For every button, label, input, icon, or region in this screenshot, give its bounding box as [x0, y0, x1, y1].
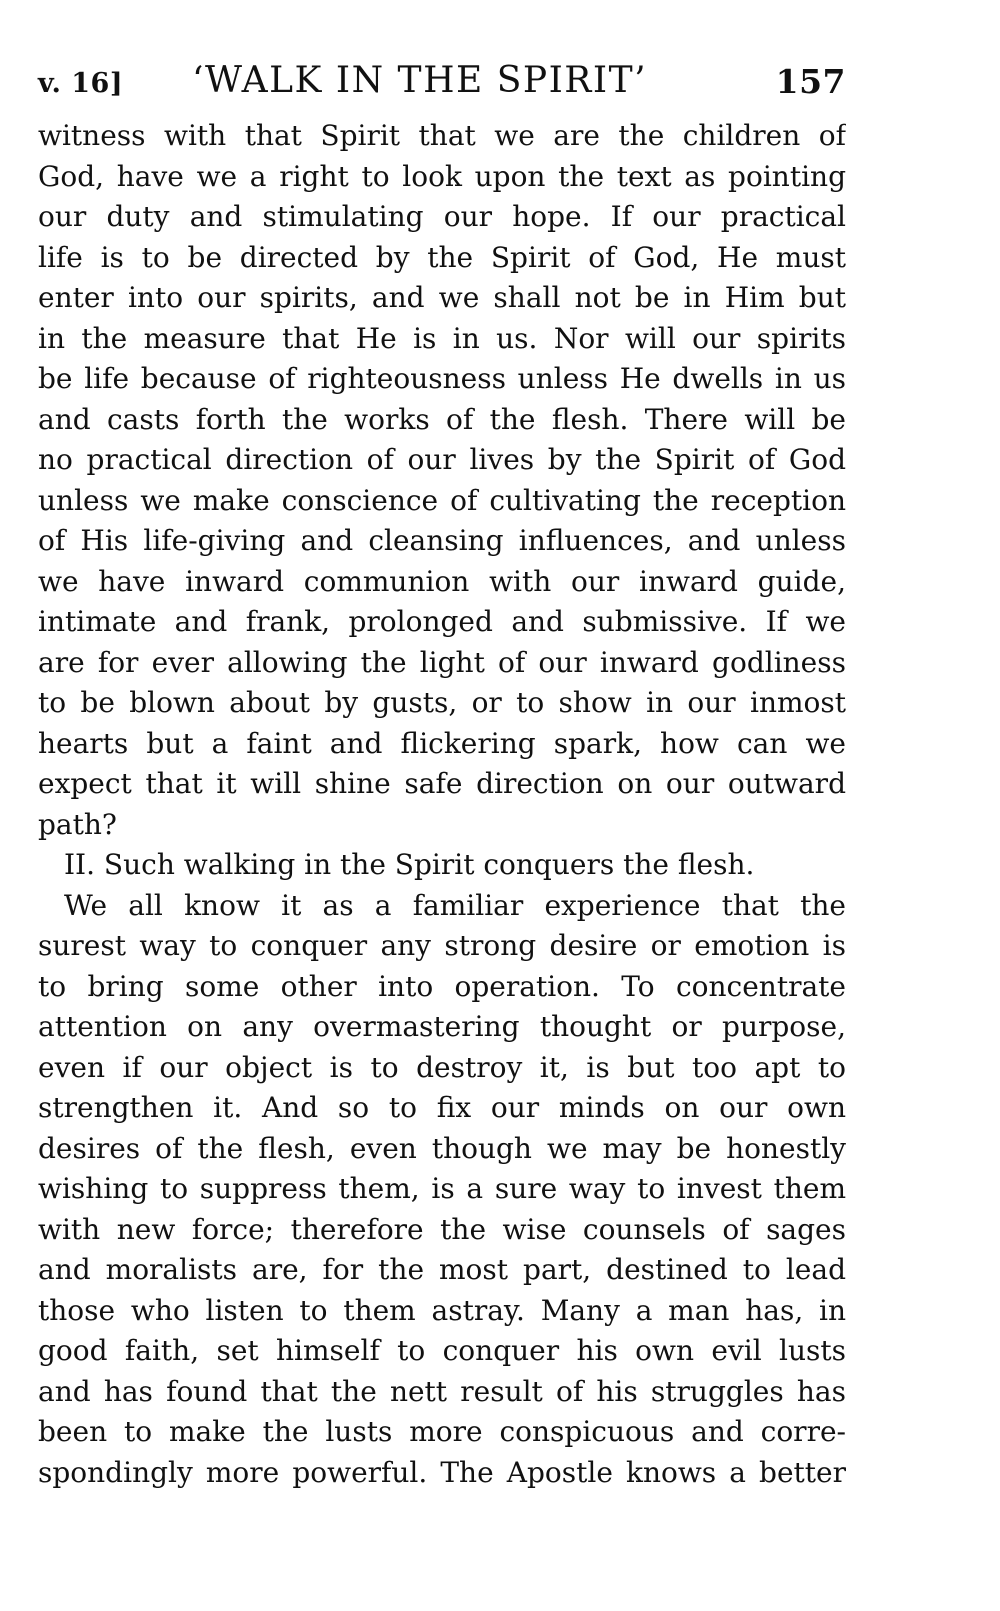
text-line: no practical direction of our lives by the Spirit of God: [38, 443, 846, 476]
text-line: to be blown about by gusts, or to show in our inmost: [38, 686, 846, 719]
text-line: even if our object is to destroy it, is but too apt to: [38, 1050, 846, 1084]
text-line: been to make the lusts more conspicuous and corre-: [38, 1415, 846, 1448]
running-head: [38, 60, 846, 106]
text-line: wishing to suppress them, is a sure way to invest them: [38, 1172, 846, 1205]
text-line: in the measure that He is in us. Nor will our spirits: [38, 321, 846, 355]
text-line: expect that it will shine safe direction on our outward: [38, 767, 846, 800]
body-text: [38, 116, 846, 1493]
text-line: God, have we a right to look upon the text as pointing: [38, 159, 846, 193]
text-line: attention on any overmastering thought or purpose,: [38, 1010, 846, 1043]
text-line: with new force; therefore the wise counsels of sages: [38, 1212, 846, 1246]
text-line: to bring some other into operation. To concentrate: [38, 969, 846, 1003]
text-line: strengthen it. And so to fix our minds on our own: [38, 1091, 846, 1124]
text-line: surest way to conquer any strong desire or emotion is: [38, 929, 846, 962]
text-line: intimate and frank, prolonged and submissive. If we: [38, 605, 846, 638]
text-line: desires of the flesh, even though we may be honestly: [38, 1131, 846, 1165]
page-number: 157: [775, 62, 846, 101]
text-line: enter into our spirits, and we shall not be in Him but: [38, 281, 846, 314]
text-line: we have inward communion with our inward guide,: [38, 564, 846, 598]
text-line: We all know it as a familiar experience that the: [64, 888, 846, 922]
text-line: path?: [38, 807, 117, 841]
verse-reference: v. 16]: [38, 68, 124, 99]
text-line: our duty and stimulating our hope. If our practical: [38, 200, 846, 233]
text-line: life is to be directed by the Spirit of God, He must: [38, 240, 846, 274]
text-line: spondingly more powerful. The Apostle knows a better: [38, 1455, 846, 1489]
text-line: hearts but a faint and flickering spark, how can we: [38, 726, 846, 760]
text-line: and has found that the nett result of his struggles has: [38, 1374, 846, 1408]
text-line: and moralists are, for the most part, destined to lead: [38, 1253, 846, 1286]
text-line: are for ever allowing the light of our inward godliness: [38, 645, 846, 679]
book-page: [38, 60, 846, 1493]
text-line: and casts forth the works of the flesh. There will be: [38, 402, 846, 436]
running-title: ‘WALK IN THE SPIRIT’: [192, 60, 648, 101]
text-line: good faith, set himself to conquer his own evil lusts: [38, 1334, 846, 1367]
text-line: witness with that Spirit that we are the children of: [38, 119, 846, 152]
section-heading-line: II. Such walking in the Spirit conquers the flesh.: [64, 848, 755, 881]
text-line: those who listen to them astray. Many a man has, in: [38, 1293, 846, 1327]
text-line: be life because of righteousness unless He dwells in us: [38, 362, 846, 395]
text-line: unless we make conscience of cultivating the reception: [38, 483, 846, 517]
text-line: of His life-giving and cleansing influences, and unless: [38, 524, 846, 557]
